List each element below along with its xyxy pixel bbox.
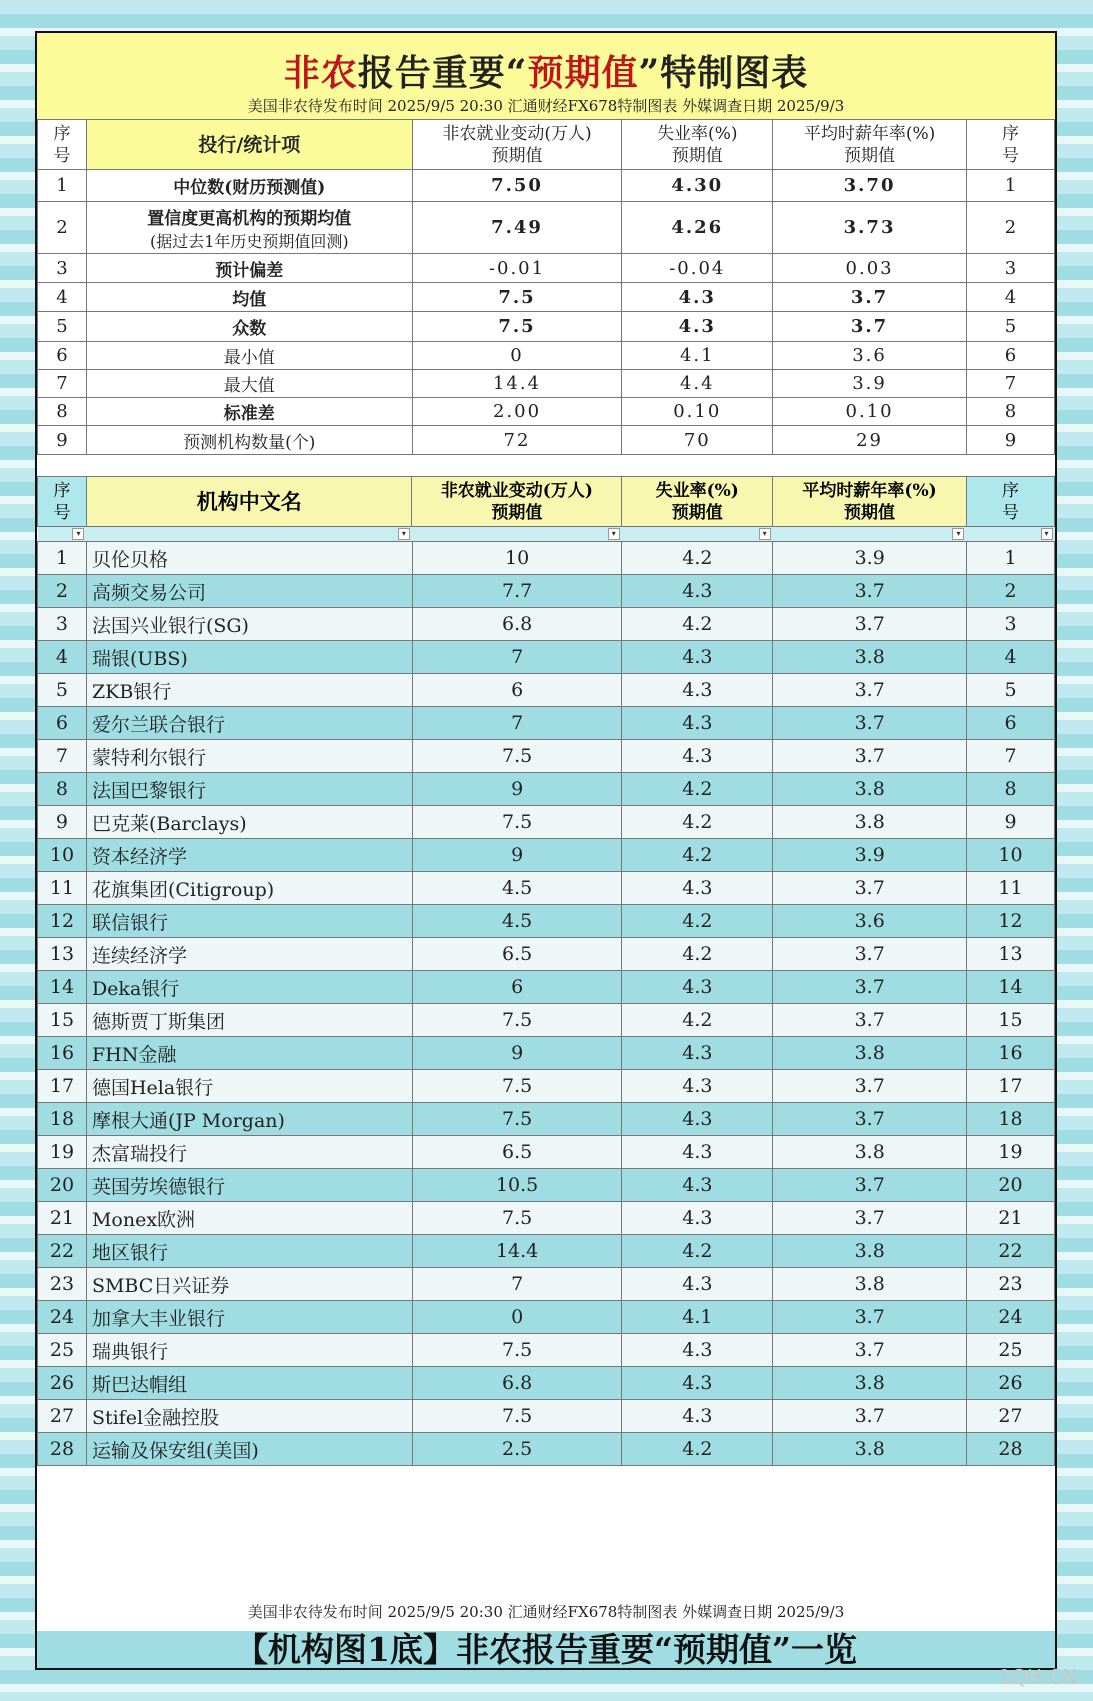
stats-wage-value: 3.7	[773, 283, 967, 312]
stats-row	[38, 283, 1055, 312]
nfp-forecast: 6.5	[412, 1136, 622, 1169]
nfp-forecast: 9	[412, 773, 622, 806]
row-index: 18	[38, 1103, 87, 1136]
stats-wage-value: 0.03	[773, 254, 967, 283]
institution-header-table	[37, 476, 1055, 541]
stats-row	[38, 398, 1055, 426]
nfp-forecast: 7	[412, 707, 622, 740]
wage-forecast: 3.7	[773, 575, 967, 608]
footer-title: 【机构图1底】非农报告重要“预期值”一览	[37, 1631, 1055, 1668]
institution-name: 蒙特利尔银行	[86, 740, 412, 773]
stats-row	[38, 312, 1055, 342]
table-row	[38, 1433, 1055, 1466]
institution-name: 法国兴业银行(SG)	[86, 608, 412, 641]
row-index-right: 11	[967, 872, 1055, 905]
unemployment-forecast: 4.3	[622, 1334, 773, 1367]
stats-label: 标准差	[86, 398, 412, 426]
row-index-right: 23	[967, 1268, 1055, 1301]
row-index-right: 21	[967, 1202, 1055, 1235]
nfp-forecast: 14.4	[412, 1235, 622, 1268]
row-index: 3	[38, 608, 87, 641]
institution-name: 德斯贾丁斯集团	[86, 1004, 412, 1037]
unemployment-forecast: 4.3	[622, 740, 773, 773]
unemployment-forecast: 4.2	[622, 806, 773, 839]
filter-dropdown-icon[interactable]: ▾	[72, 528, 84, 540]
row-index-right: 9	[967, 806, 1055, 839]
institution-name: 高频交易公司	[86, 575, 412, 608]
stats-label: 众数	[86, 312, 412, 342]
institution-header-row	[38, 477, 1055, 527]
row-index-right: 14	[967, 971, 1055, 1004]
nfp-forecast: 9	[412, 1037, 622, 1070]
stats-index-right: 2	[966, 202, 1054, 254]
nfp-forecast: 7.5	[412, 1070, 622, 1103]
row-index: 21	[38, 1202, 87, 1235]
table-row	[38, 905, 1055, 938]
nfp-forecast: 6.5	[412, 938, 622, 971]
wage-forecast: 3.8	[773, 1136, 967, 1169]
wage-forecast: 3.7	[773, 1103, 967, 1136]
wage-forecast: 3.8	[773, 1268, 967, 1301]
stats-label: 置信度更高机构的预期均值 (据过去1年历史预期值回测)	[86, 202, 412, 254]
nfp-forecast: 7	[412, 1268, 622, 1301]
header2-name: 机构中文名	[86, 477, 411, 527]
filter-cell	[412, 527, 622, 542]
row-index-right: 12	[967, 905, 1055, 938]
page-title: 非农报告重要“预期值”特制图表	[283, 52, 809, 94]
header-index: 序号	[38, 120, 87, 170]
wage-forecast: 3.7	[773, 1301, 967, 1334]
stats-index: 1	[38, 170, 87, 202]
header2-unemployment: 失业率(%) 预期值	[622, 477, 773, 527]
stats-index: 2	[38, 202, 87, 254]
stats-nfp-value: 14.4	[412, 370, 622, 398]
header2-wage: 平均时薪年率(%) 预期值	[773, 477, 967, 527]
institution-name: 英国劳埃德银行	[86, 1169, 412, 1202]
unemployment-forecast: 4.2	[622, 839, 773, 872]
stats-row	[38, 202, 1055, 254]
wage-forecast: 3.7	[773, 1334, 967, 1367]
stats-unemployment-value: 4.3	[622, 283, 773, 312]
wage-forecast: 3.8	[773, 641, 967, 674]
wage-forecast: 3.7	[773, 1004, 967, 1037]
nfp-forecast: 7.5	[412, 740, 622, 773]
row-index: 8	[38, 773, 87, 806]
stats-nfp-value: 2.00	[412, 398, 622, 426]
institution-name: ZKB银行	[86, 674, 412, 707]
wage-forecast: 3.7	[773, 1400, 967, 1433]
stats-unemployment-value: 4.4	[622, 370, 773, 398]
footer-note: 美国非农待发布时间 2025/9/5 20:30 汇通财经FX678特制图表 外媒调查日期 2025/9/3	[37, 1593, 1055, 1631]
header-wage: 平均时薪年率(%) 预期值	[773, 120, 967, 170]
row-index-right: 24	[967, 1301, 1055, 1334]
nfp-forecast: 4.5	[412, 872, 622, 905]
wage-forecast: 3.9	[773, 839, 967, 872]
institution-name: 德国Hela银行	[86, 1070, 412, 1103]
row-index: 4	[38, 641, 87, 674]
table-row	[38, 1136, 1055, 1169]
table-row	[38, 1268, 1055, 1301]
table-row	[38, 872, 1055, 905]
stats-label: 最小值	[86, 342, 412, 370]
unemployment-forecast: 4.2	[622, 938, 773, 971]
report-frame	[35, 31, 1057, 1670]
unemployment-forecast: 4.3	[622, 1367, 773, 1400]
unemployment-forecast: 4.3	[622, 872, 773, 905]
filter-cell	[773, 527, 967, 542]
table-row	[38, 1235, 1055, 1268]
stats-label: 预计偏差	[86, 254, 412, 283]
wage-forecast: 3.7	[773, 674, 967, 707]
subtitle: 美国非农待发布时间 2025/9/5 20:30 汇通财经FX678特制图表 外媒调查日期 2025/9/3	[247, 97, 845, 115]
stats-row	[38, 370, 1055, 398]
row-index: 15	[38, 1004, 87, 1037]
wage-forecast: 3.8	[773, 806, 967, 839]
table-row	[38, 740, 1055, 773]
row-index-right: 28	[967, 1433, 1055, 1466]
nfp-forecast: 0	[412, 1301, 622, 1334]
stats-unemployment-value: 70	[622, 426, 773, 455]
institution-name: 贝伦贝格	[86, 542, 412, 575]
institution-name: FHN金融	[86, 1037, 412, 1070]
nfp-forecast: 10.5	[412, 1169, 622, 1202]
nfp-forecast: 7	[412, 641, 622, 674]
wage-forecast: 3.8	[773, 1433, 967, 1466]
table-row	[38, 542, 1055, 575]
header2-nfp: 非农就业变动(万人) 预期值	[412, 477, 622, 527]
nfp-forecast: 7.7	[412, 575, 622, 608]
stats-index: 7	[38, 370, 87, 398]
row-index-right: 7	[967, 740, 1055, 773]
stats-nfp-value: 0	[412, 342, 622, 370]
header-index-right: 序号	[966, 120, 1054, 170]
unemployment-forecast: 4.3	[622, 674, 773, 707]
table-row	[38, 1103, 1055, 1136]
stats-wage-value: 0.10	[773, 398, 967, 426]
row-index-right: 20	[967, 1169, 1055, 1202]
stats-wage-value: 3.73	[773, 202, 967, 254]
row-index-right: 17	[967, 1070, 1055, 1103]
stats-row	[38, 170, 1055, 202]
nfp-forecast: 2.5	[412, 1433, 622, 1466]
institution-table	[37, 541, 1055, 1466]
row-index: 11	[38, 872, 87, 905]
row-index-right: 5	[967, 674, 1055, 707]
stats-table	[37, 119, 1055, 455]
unemployment-forecast: 4.3	[622, 1070, 773, 1103]
filter-dropdown-icon[interactable]: ▾	[608, 528, 620, 540]
institution-name: 巴克莱(Barclays)	[86, 806, 412, 839]
unemployment-forecast: 4.3	[622, 971, 773, 1004]
row-index-right: 6	[967, 707, 1055, 740]
row-index: 17	[38, 1070, 87, 1103]
institution-name: 瑞银(UBS)	[86, 641, 412, 674]
institution-name: 运输及保安组(美国)	[86, 1433, 412, 1466]
filter-dropdown-icon[interactable]: ▾	[398, 528, 410, 540]
row-index: 10	[38, 839, 87, 872]
nfp-forecast: 6	[412, 674, 622, 707]
stats-index-right: 9	[966, 426, 1054, 455]
unemployment-forecast: 4.2	[622, 905, 773, 938]
stats-index: 8	[38, 398, 87, 426]
stats-label: 预测机构数量(个)	[86, 426, 412, 455]
nfp-forecast: 4.5	[412, 905, 622, 938]
unemployment-forecast: 4.2	[622, 542, 773, 575]
wage-forecast: 3.7	[773, 872, 967, 905]
table-row	[38, 806, 1055, 839]
wage-forecast: 3.7	[773, 608, 967, 641]
stats-unemployment-value: 4.1	[622, 342, 773, 370]
table-row	[38, 575, 1055, 608]
table-row	[38, 707, 1055, 740]
row-index-right: 8	[967, 773, 1055, 806]
row-index-right: 22	[967, 1235, 1055, 1268]
title-block	[37, 33, 1055, 120]
row-index: 16	[38, 1037, 87, 1070]
filter-dropdown-icon[interactable]: ▾	[1041, 528, 1053, 540]
institution-name: 地区银行	[86, 1235, 412, 1268]
header2-index: 序号	[38, 477, 87, 527]
stats-index-right: 3	[966, 254, 1054, 283]
stats-index: 3	[38, 254, 87, 283]
nfp-forecast: 7.5	[412, 1334, 622, 1367]
stats-index: 9	[38, 426, 87, 455]
stats-wage-value: 3.6	[773, 342, 967, 370]
row-index-right: 27	[967, 1400, 1055, 1433]
row-index: 19	[38, 1136, 87, 1169]
row-index: 7	[38, 740, 87, 773]
row-index-right: 2	[967, 575, 1055, 608]
wage-forecast: 3.6	[773, 905, 967, 938]
row-index-right: 18	[967, 1103, 1055, 1136]
stats-index: 5	[38, 312, 87, 342]
watermark: 1QH.CN	[998, 1665, 1077, 1689]
table-row	[38, 1169, 1055, 1202]
row-index: 26	[38, 1367, 87, 1400]
unemployment-forecast: 4.3	[622, 1202, 773, 1235]
unemployment-forecast: 4.3	[622, 1268, 773, 1301]
unemployment-forecast: 4.1	[622, 1301, 773, 1334]
stats-unemployment-value: -0.04	[622, 254, 773, 283]
table-row	[38, 1004, 1055, 1037]
filter-row	[38, 527, 1055, 542]
stats-nfp-value: 7.49	[412, 202, 622, 254]
institution-name: Stifel金融控股	[86, 1400, 412, 1433]
wage-forecast: 3.8	[773, 1367, 967, 1400]
institution-name: 连续经济学	[86, 938, 412, 971]
wage-forecast: 3.8	[773, 1037, 967, 1070]
stats-nfp-value: -0.01	[412, 254, 622, 283]
stats-index: 6	[38, 342, 87, 370]
stats-wage-value: 3.9	[773, 370, 967, 398]
wage-forecast: 3.8	[773, 1235, 967, 1268]
filter-cell	[966, 527, 1054, 542]
row-index: 1	[38, 542, 87, 575]
row-index-right: 1	[967, 542, 1055, 575]
table-row	[38, 1070, 1055, 1103]
nfp-forecast: 7.5	[412, 1202, 622, 1235]
stats-nfp-value: 7.5	[412, 312, 622, 342]
filter-dropdown-icon[interactable]: ▾	[952, 528, 964, 540]
filter-cell	[622, 527, 773, 542]
table-row	[38, 1400, 1055, 1433]
row-index: 20	[38, 1169, 87, 1202]
stats-index-right: 5	[966, 312, 1054, 342]
stats-index-right: 8	[966, 398, 1054, 426]
row-index-right: 15	[967, 1004, 1055, 1037]
row-index: 6	[38, 707, 87, 740]
institution-name: 瑞典银行	[86, 1334, 412, 1367]
stats-unemployment-value: 4.26	[622, 202, 773, 254]
row-index-right: 19	[967, 1136, 1055, 1169]
row-index: 24	[38, 1301, 87, 1334]
unemployment-forecast: 4.2	[622, 608, 773, 641]
stats-label: 均值	[86, 283, 412, 312]
institution-name: 加拿大丰业银行	[86, 1301, 412, 1334]
row-index-right: 3	[967, 608, 1055, 641]
nfp-forecast: 6.8	[412, 1367, 622, 1400]
stats-index-right: 7	[966, 370, 1054, 398]
institution-name: 斯巴达帽组	[86, 1367, 412, 1400]
wage-forecast: 3.7	[773, 971, 967, 1004]
stats-index-right: 1	[966, 170, 1054, 202]
table-row	[38, 641, 1055, 674]
wage-forecast: 3.7	[773, 938, 967, 971]
nfp-forecast: 10	[412, 542, 622, 575]
nfp-forecast: 7.5	[412, 1103, 622, 1136]
wage-forecast: 3.7	[773, 1169, 967, 1202]
unemployment-forecast: 4.3	[622, 1136, 773, 1169]
nfp-forecast: 7.5	[412, 806, 622, 839]
stats-nfp-value: 7.5	[412, 283, 622, 312]
row-index: 12	[38, 905, 87, 938]
institution-name: 资本经济学	[86, 839, 412, 872]
header2-index-right: 序号	[966, 477, 1054, 527]
row-index: 14	[38, 971, 87, 1004]
unemployment-forecast: 4.2	[622, 1004, 773, 1037]
wage-forecast: 3.7	[773, 1202, 967, 1235]
filter-cell	[86, 527, 411, 542]
stats-wage-value: 29	[773, 426, 967, 455]
table-row	[38, 1202, 1055, 1235]
unemployment-forecast: 4.3	[622, 1037, 773, 1070]
institution-name: 联信银行	[86, 905, 412, 938]
wage-forecast: 3.7	[773, 740, 967, 773]
institution-name: 法国巴黎银行	[86, 773, 412, 806]
stats-unemployment-value: 0.10	[622, 398, 773, 426]
header-unemployment: 失业率(%) 预期值	[622, 120, 773, 170]
unemployment-forecast: 4.2	[622, 1433, 773, 1466]
table-row	[38, 938, 1055, 971]
unemployment-forecast: 4.3	[622, 1169, 773, 1202]
row-index: 9	[38, 806, 87, 839]
stats-index-right: 6	[966, 342, 1054, 370]
stats-unemployment-value: 4.3	[622, 312, 773, 342]
institution-name: Deka银行	[86, 971, 412, 1004]
row-index-right: 4	[967, 641, 1055, 674]
row-index-right: 26	[967, 1367, 1055, 1400]
unemployment-forecast: 4.3	[622, 641, 773, 674]
table-row	[38, 608, 1055, 641]
unemployment-forecast: 4.3	[622, 575, 773, 608]
table-row	[38, 1367, 1055, 1400]
row-index: 22	[38, 1235, 87, 1268]
row-index: 25	[38, 1334, 87, 1367]
unemployment-forecast: 4.3	[622, 1103, 773, 1136]
stats-row	[38, 342, 1055, 370]
institution-name: 摩根大通(JP Morgan)	[86, 1103, 412, 1136]
stats-label: 中位数(财历预测值)	[86, 170, 412, 202]
stats-wage-value: 3.70	[773, 170, 967, 202]
institution-name: Monex欧洲	[86, 1202, 412, 1235]
nfp-forecast: 7.5	[412, 1004, 622, 1037]
stats-row	[38, 254, 1055, 283]
row-index: 27	[38, 1400, 87, 1433]
institution-name: SMBC日兴证券	[86, 1268, 412, 1301]
row-index-right: 13	[967, 938, 1055, 971]
table-row	[38, 1301, 1055, 1334]
stats-unemployment-value: 4.30	[622, 170, 773, 202]
unemployment-forecast: 4.3	[622, 707, 773, 740]
unemployment-forecast: 4.2	[622, 773, 773, 806]
table-row	[38, 971, 1055, 1004]
unemployment-forecast: 4.3	[622, 1400, 773, 1433]
unemployment-forecast: 4.2	[622, 1235, 773, 1268]
nfp-forecast: 6	[412, 971, 622, 1004]
filter-dropdown-icon[interactable]: ▾	[759, 528, 771, 540]
filter-cell	[38, 527, 87, 542]
table-row	[38, 839, 1055, 872]
nfp-forecast: 6.8	[412, 608, 622, 641]
table-row	[38, 674, 1055, 707]
row-index: 2	[38, 575, 87, 608]
stats-index-right: 4	[966, 283, 1054, 312]
stats-index: 4	[38, 283, 87, 312]
stats-wage-value: 3.7	[773, 312, 967, 342]
stats-nfp-value: 72	[412, 426, 622, 455]
institution-name: 杰富瑞投行	[86, 1136, 412, 1169]
table-row	[38, 773, 1055, 806]
stats-nfp-value: 7.50	[412, 170, 622, 202]
institution-name: 花旗集团(Citigroup)	[86, 872, 412, 905]
row-index: 13	[38, 938, 87, 971]
nfp-forecast: 7.5	[412, 1400, 622, 1433]
row-index-right: 25	[967, 1334, 1055, 1367]
row-index-right: 16	[967, 1037, 1055, 1070]
row-index-right: 10	[967, 839, 1055, 872]
row-index: 28	[38, 1433, 87, 1466]
wage-forecast: 3.7	[773, 707, 967, 740]
header-nfp: 非农就业变动(万人) 预期值	[412, 120, 622, 170]
stats-label: 最大值	[86, 370, 412, 398]
row-index: 23	[38, 1268, 87, 1301]
nfp-forecast: 9	[412, 839, 622, 872]
stats-row	[38, 426, 1055, 455]
wage-forecast: 3.8	[773, 773, 967, 806]
table-row	[38, 1037, 1055, 1070]
institution-name: 爱尔兰联合银行	[86, 707, 412, 740]
wage-forecast: 3.7	[773, 1070, 967, 1103]
row-index: 5	[38, 674, 87, 707]
table-row	[38, 1334, 1055, 1367]
header-item: 投行/统计项	[86, 120, 412, 170]
wage-forecast: 3.9	[773, 542, 967, 575]
stats-header-row	[38, 120, 1055, 170]
